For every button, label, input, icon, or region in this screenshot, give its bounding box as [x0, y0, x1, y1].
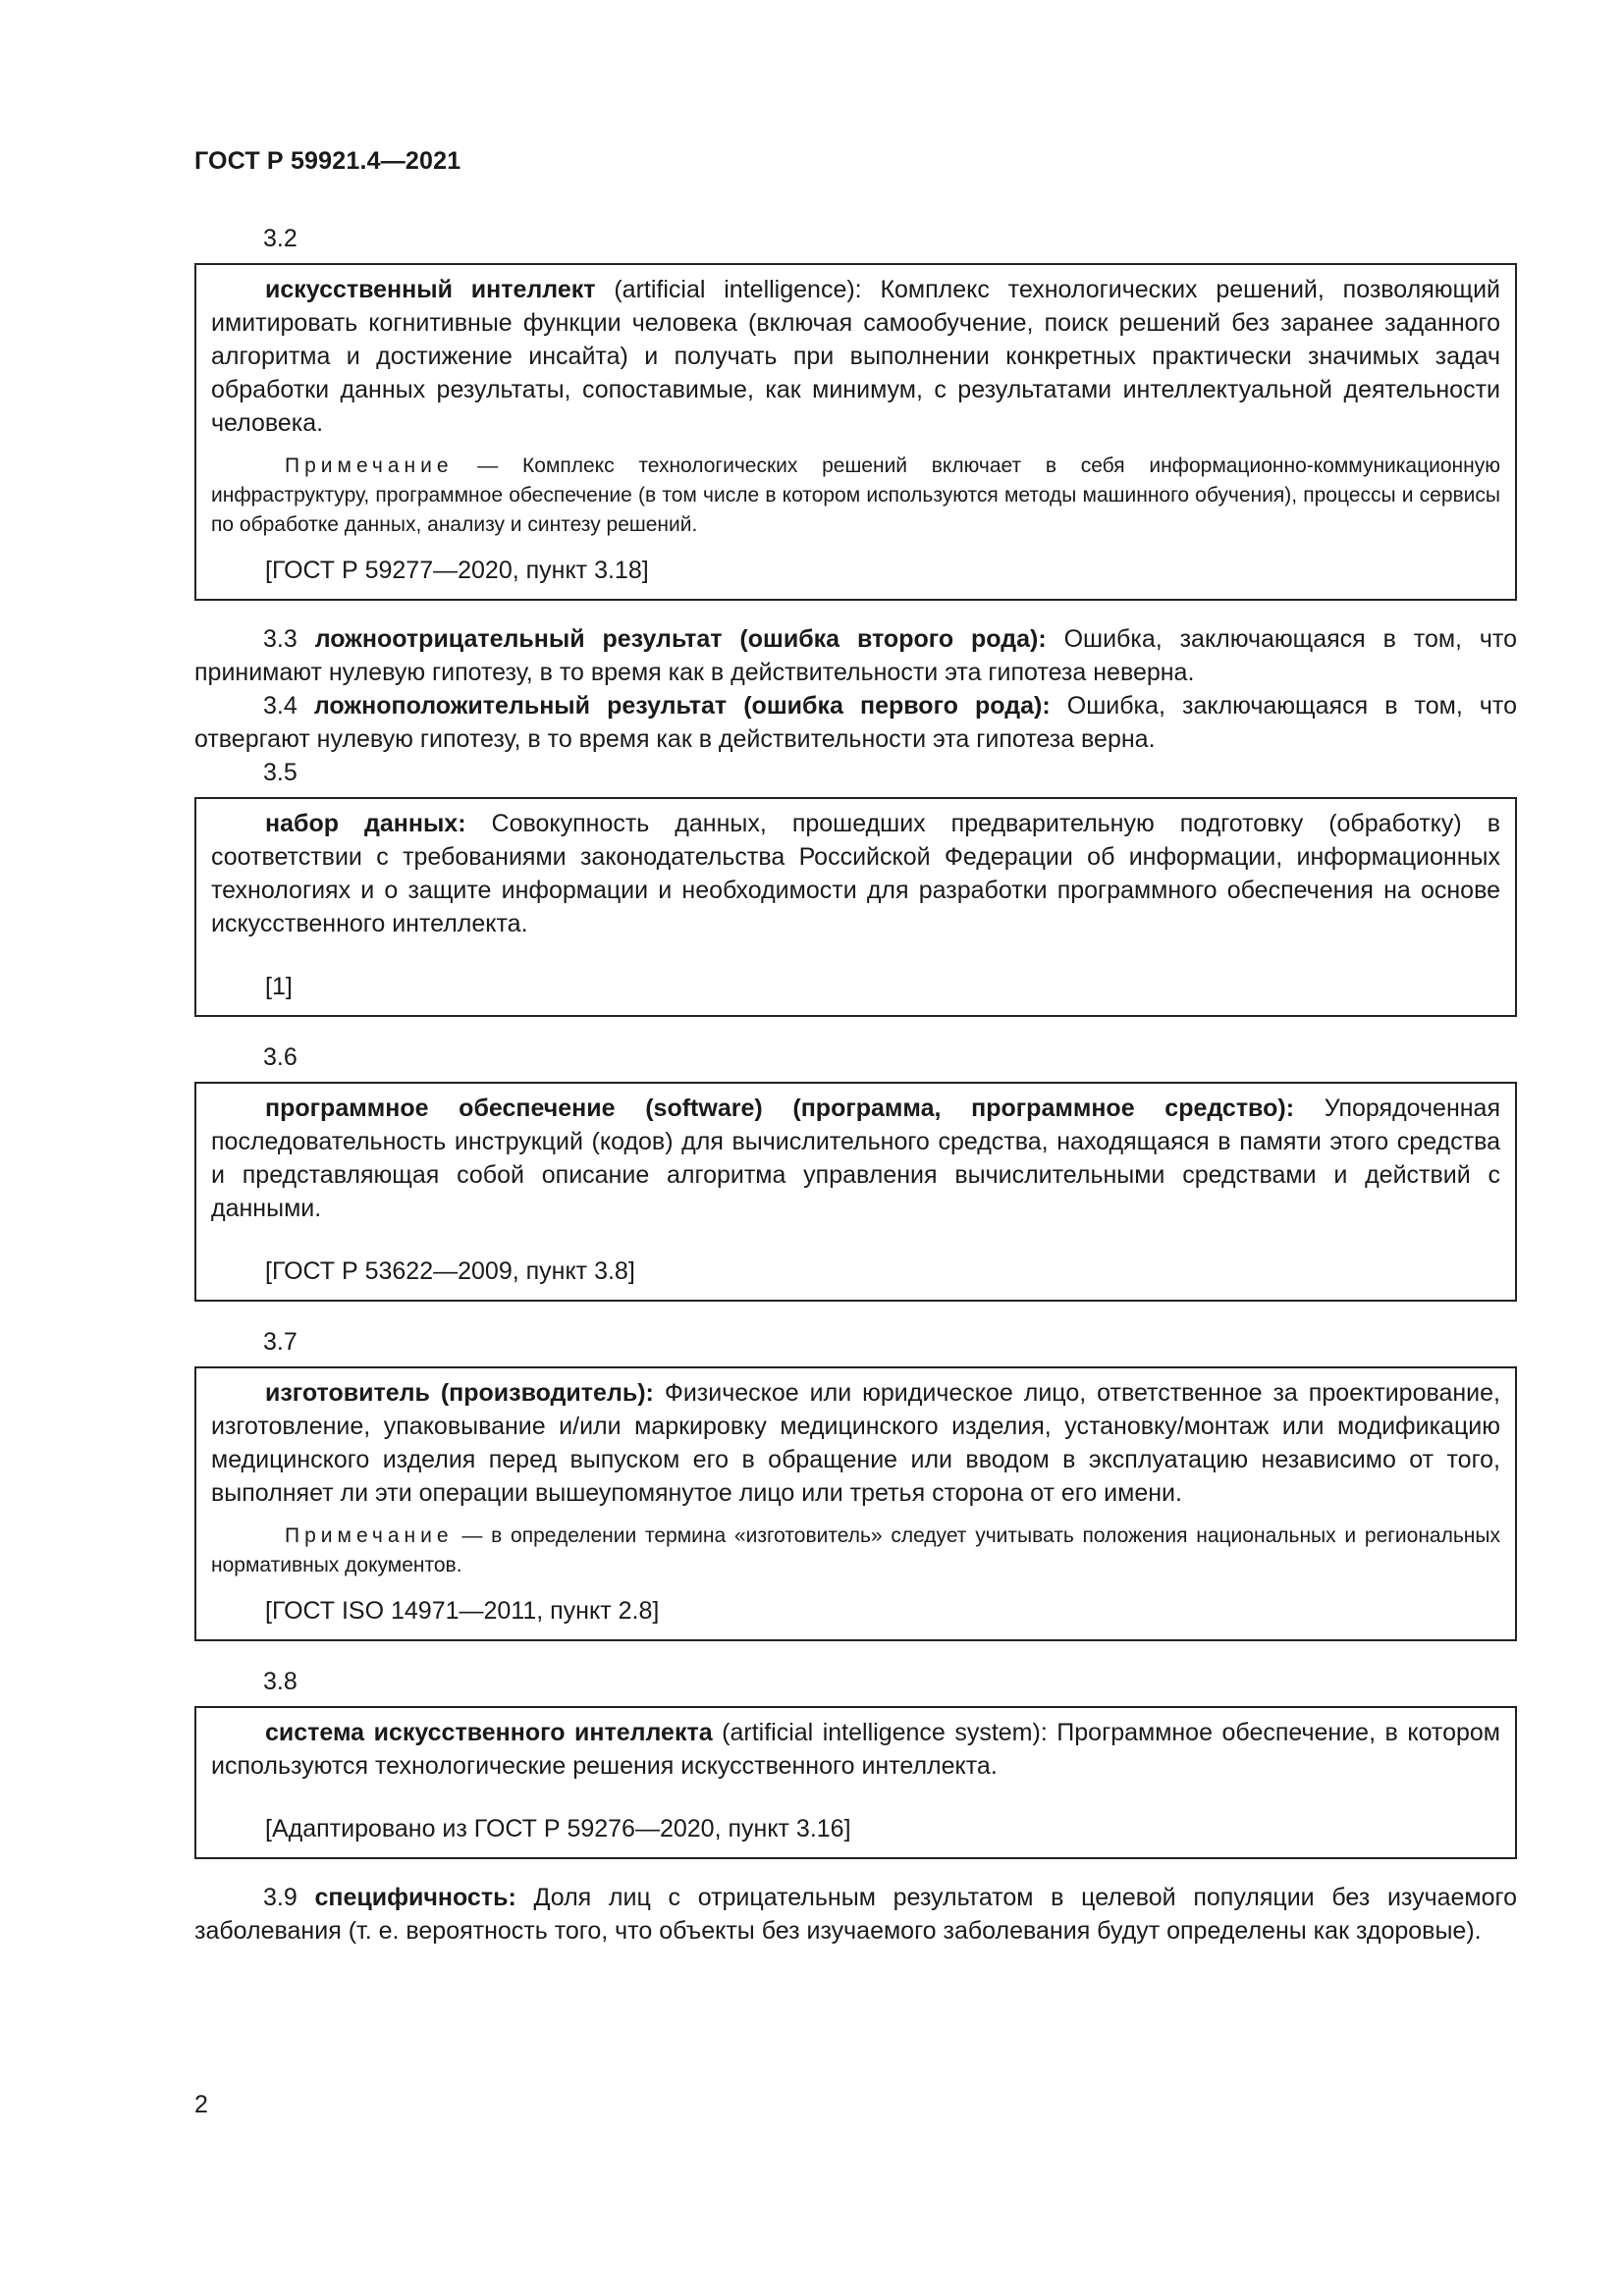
note-text-3-2: — Комплекс технологических решений включает в себя информационно-коммуникационную инфраструктуру, программное обеспечение (в том числе в котором используются методы машинного обучения), процессы и сервисы по обработке данных, анализу и синтезу решений.	[211, 454, 1500, 536]
definition-box-3-6	[194, 1082, 1517, 1302]
section-number-3-5: 3.5	[263, 759, 298, 786]
document-body	[194, 222, 1517, 1948]
definition-box-3-5	[194, 797, 1517, 1017]
term-3-5: набор данных:	[265, 810, 466, 837]
definition-text-3-7: Физическое или юридическое лицо, ответственное за проектирование, изготовление, упаковывание и/или маркировку медицинского изделия, установку/монтаж или модификацию медицинского изделия перед выпуском его в обращение или вводом в эксплуатацию независимо от того, выполняет ли эти операции вышеупомянутое лицо или третья сторона от его имени.	[211, 1379, 1500, 1507]
source-3-6: [ГОСТ Р 53622—2009, пункт 3.8]	[265, 1257, 635, 1285]
section-number-3-4: 3.4	[263, 692, 298, 720]
definition-text-3-5: Совокупность данных, прошедших предварительную подготовку (обработку) в соответствии с требованиями законодательства Российской Федерации об информации, информационных технологиях и о защите информации и необходимости для разработки программного обеспечения на основе искусственного интеллекта.	[211, 810, 1500, 937]
definition-text-3-2: (artificial intelligence): Комплекс технологических решений, позволяющий имитировать когнитивные функции человека (включая самообучение, поиск решений без заранее заданного алгоритма и достижение инсайта) и получать при выполнении конкретных практически значимых задач обработки данных результаты, сопоставимые, как минимум, с результатами интеллектуальной деятельности человека.	[211, 276, 1501, 437]
term-3-8: система искусственного интеллекта	[265, 1719, 713, 1746]
term-3-4: ложноположительный результат (ошибка первого рода):	[313, 692, 1051, 720]
definition-box-3-7	[194, 1366, 1517, 1641]
term-3-2: искусственный интеллект	[265, 276, 596, 303]
note-3-7	[211, 1522, 1500, 1580]
source-3-7: [ГОСТ ISO 14971—2011, пункт 2.8]	[265, 1597, 660, 1625]
section-number-3-6: 3.6	[263, 1043, 298, 1071]
note-label-3-7: Примечание	[285, 1524, 454, 1547]
source-3-2: [ГОСТ Р 59277—2020, пункт 3.18]	[265, 557, 649, 584]
definition-box-3-2	[194, 263, 1517, 601]
term-3-7: изготовитель (производитель):	[265, 1379, 654, 1407]
definition-text-3-4: Ошибка, заключающаяся в том, что отвергают нулевую гипотезу, в то время как в действительности эта гипотеза верна.	[194, 692, 1517, 753]
section-number-3-8: 3.8	[263, 1668, 298, 1695]
section-number-3-9: 3.9	[263, 1884, 298, 1911]
definition-box-3-8	[194, 1706, 1517, 1859]
source-3-5: [1]	[265, 973, 293, 1000]
definition-3-4	[194, 689, 1517, 756]
definition-text-3-6: Упорядоченная последовательность инструкций (кодов) для вычислительного средства, находящаяся в памяти этого средства и представляющая собой описание алгоритма управления вычислительными средствами и действий с данными.	[211, 1095, 1501, 1222]
section-number-3-2: 3.2	[263, 225, 298, 252]
section-number-3-3: 3.3	[263, 625, 298, 653]
term-3-3: ложноотрицательный результат (ошибка второго рода):	[314, 625, 1047, 653]
note-3-2	[211, 452, 1500, 540]
definition-text-3-8: (artificial intelligence system): Программное обеспечение, в котором используются технологические решения искусственного интеллекта.	[211, 1719, 1500, 1780]
definition-3-5	[211, 807, 1500, 940]
source-3-8: [Адаптировано из ГОСТ Р 59276—2020, пункт 3.16]	[265, 1815, 851, 1842]
definition-3-2	[211, 273, 1500, 440]
page-number: 2	[194, 2091, 208, 2118]
definition-text-3-9: Доля лиц с отрицательным результатом в целевой популяции без изучаемого заболевания (т. е. вероятность того, что объекты без изучаемого заболевания будут определены как здоровые).	[194, 1884, 1517, 1945]
definition-text-3-3: Ошибка, заключающаяся в том, что принимают нулевую гипотезу, в то время как в действительности эта гипотеза неверна.	[194, 625, 1517, 686]
definition-3-6	[211, 1092, 1500, 1225]
definition-3-8	[211, 1716, 1500, 1783]
definition-3-3	[194, 622, 1517, 689]
document-header: ГОСТ Р 59921.4—2021	[194, 147, 461, 175]
note-label-3-2: Примечание	[285, 454, 454, 477]
definition-3-7	[211, 1376, 1500, 1510]
definition-3-9	[194, 1881, 1517, 1948]
term-3-9: специфичность:	[314, 1884, 516, 1911]
term-3-6: программное обеспечение (software) (программа, программное средство):	[265, 1095, 1295, 1122]
note-text-3-7: — в определении термина «изготовитель» следует учитывать положения национальных и региональных нормативных документов.	[211, 1524, 1500, 1576]
section-number-3-7: 3.7	[263, 1328, 298, 1356]
